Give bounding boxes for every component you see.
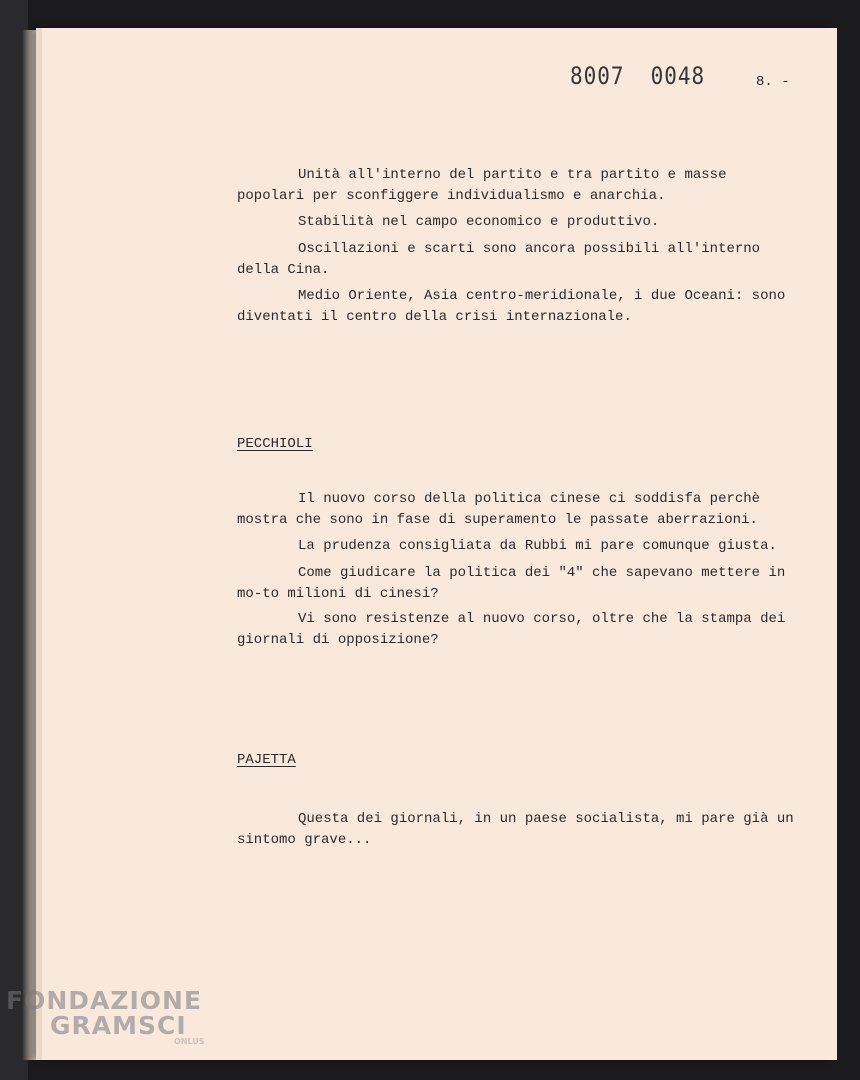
archive-stamp — [570, 62, 705, 90]
paragraph — [237, 489, 797, 531]
document-page — [42, 28, 837, 1060]
paragraph — [237, 165, 797, 207]
paragraph — [237, 536, 797, 557]
stamp-number-1: 8007 — [570, 62, 625, 90]
paragraph-text: La prudenza consigliata da Rubbi mi pare comunque giusta. — [298, 538, 777, 554]
paragraph — [237, 609, 797, 651]
page-number: 8. - — [756, 74, 790, 90]
paragraph — [237, 286, 797, 328]
paragraph-text: Questa dei giornali, in un paese socialista, mi pare già un sintomo grave... — [237, 811, 794, 848]
paragraph-text: Stabilità nel campo economico e produttivo. — [298, 214, 660, 230]
paragraph-text: Come giudicare la politica dei "4" che sapevano mettere in mo-to milioni di cinesi? — [237, 565, 786, 602]
page-edge — [22, 30, 40, 1060]
stamp-number-2: 0048 — [650, 62, 706, 90]
watermark-line3: ONLUS — [174, 1037, 205, 1046]
watermark-line2: GRAMSCI — [50, 1011, 187, 1040]
speaker-heading: PECCHIOLI — [237, 436, 313, 452]
watermark-line1: FONDAZIONE — [6, 986, 203, 1015]
paragraph-text: Il nuovo corso della politica cinese ci soddisfa perchè mostra che sono in fase di superamento le passate aberrazioni. — [237, 491, 761, 528]
paragraph-text: Unità all'interno del partito e tra partito e masse popolari per sconfiggere individualismo e anarchia. — [237, 167, 727, 204]
paragraph — [237, 563, 797, 605]
paragraph-text: Oscillazioni e scarti sono ancora possibili all'interno della Cina. — [237, 241, 761, 278]
fondazione-gramsci-watermark — [6, 988, 205, 1046]
paragraph — [237, 809, 797, 851]
paragraph-text: Medio Oriente, Asia centro-meridionale, i due Oceani: sono diventati il centro della crisi internazionale. — [237, 288, 786, 325]
paragraph-text: Vi sono resistenze al nuovo corso, oltre che la stampa dei giornali di opposizione? — [237, 611, 786, 648]
paragraph — [237, 239, 797, 281]
paragraph — [237, 212, 797, 233]
speaker-heading: PAJETTA — [237, 752, 296, 768]
